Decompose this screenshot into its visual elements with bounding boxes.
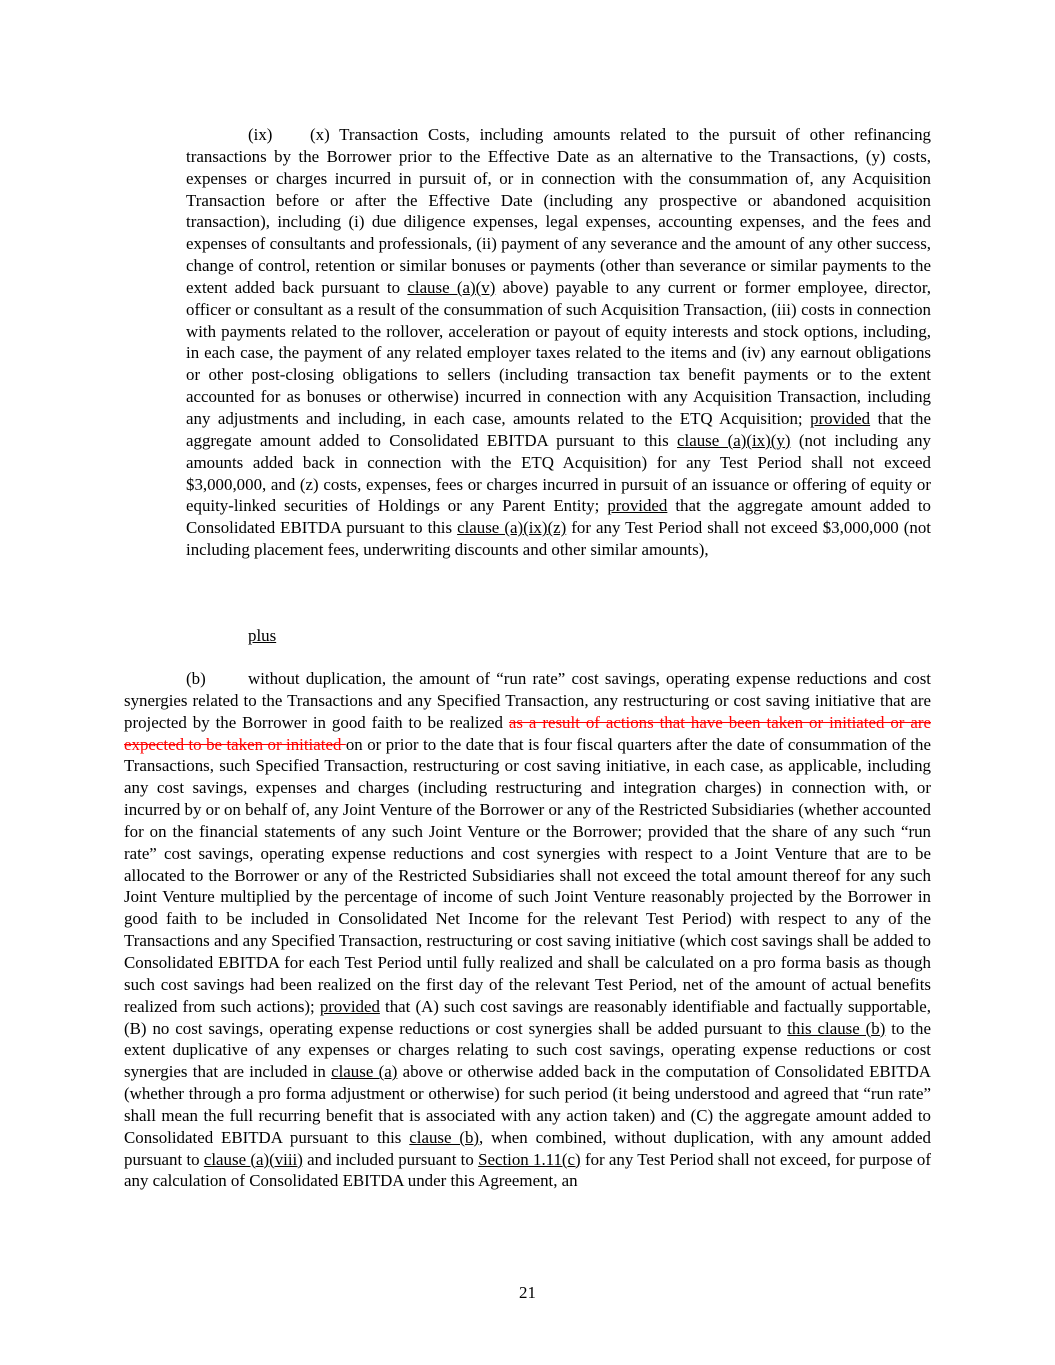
body-text: that the aggregate amount added to Consolidated EBITDA pursuant to this bbox=[186, 496, 931, 538]
cross-reference: clause (a)(viii) bbox=[203, 1149, 303, 1169]
page-number: 21 bbox=[519, 1283, 536, 1302]
cross-reference: provided bbox=[319, 996, 380, 1016]
plus-connector: plus bbox=[248, 626, 277, 645]
clause-ix-body bbox=[186, 125, 931, 559]
clause-ix-paragraph bbox=[186, 124, 931, 561]
body-text: that (A) such cost savings are reasonably identifiable and factually supportable, (B) no cost savings, operating expense reductions or cost synergies shall be added pursuant to bbox=[124, 996, 931, 1038]
body-text: to the extent duplicative of any expenses or charges relating to such cost savings, operating expense reductions or cost synergies that are included in bbox=[124, 1018, 932, 1082]
clause-b-body bbox=[124, 669, 931, 1190]
clause-ix-label: (ix) bbox=[248, 125, 273, 144]
body-text: (not including any amounts added back in connection with the ETQ Acquisition) for any Test Period shall not exceed $3,000,000, and (z) costs, expenses, fees or charges incurred in pursuit of an issuance or offering of equity or equity-linked securities of Holdings or any Parent Entity; bbox=[186, 430, 931, 516]
cross-reference: Section 1.11(c) bbox=[478, 1149, 581, 1169]
cross-reference: this clause (b) bbox=[787, 1018, 886, 1038]
body-text: (x) Transaction Costs, including amounts related to the pursuit of other refinancing transactions by the Borrower prior to the Effective Date as an alternative to the Transactions, (y) costs, expenses or charges incurred in pursuit of, or in connection with the consummation of, any Acquisition Transaction before or after the Effective Date (including any prospective or abandoned acquisition transaction), including (i) due diligence expenses, legal expenses, accounting expenses, and the fees and expenses of consultants and professionals, (ii) payment of any severance and the amount of any other success, change of control, retention or similar bonuses or payments (other than severance or similar payments to the extent added back pursuant to bbox=[186, 125, 931, 297]
body-text: , when combined, without duplication, with any amount added pursuant to bbox=[124, 1127, 931, 1169]
cross-reference: clause (b) bbox=[409, 1127, 480, 1147]
body-text: above) payable to any current or former employee, director, officer or consultant as a result of the consummation of such Acquisition Transaction, (iii) costs in connection with payments related to the rollover, acceleration or payout of equity interests and stock options, including, in each case, the payment of any related employer taxes related to the items and (iv) any earnout obligations or other post-closing obligations to sellers (including transaction tax benefit payments or to the extent accounted for as bonuses or otherwise) incurred in connection with any Acquisition Transaction, including any adjustments and including, in each case, amounts related to the ETQ Acquisition; bbox=[186, 277, 931, 428]
clause-b-paragraph bbox=[124, 668, 931, 1192]
body-text: and included pursuant to bbox=[302, 1149, 479, 1169]
body-text: above or otherwise added back in the computation of Consolidated EBITDA (whether through a pro forma adjustment or otherwise) for such period (it being understood and agreed that “run rate” shall mean the full recurring benefit that is associated with any action taken) and (C) the aggregate amount added to Consolidated EBITDA pursuant to this bbox=[124, 1062, 931, 1147]
body-text: on or prior to the date that is four fiscal quarters after the date of consummation of the Transactions, such Specified Transaction, restructuring or cost saving initiative, in each case, as applicable, including any cost savings, expenses and charges (including restructuring and integration charges) in connection with, or incurred by or on behalf of, any Joint Venture of the Borrower or any of the Restricted Subsidiaries (whether accounted for on the financial statements of any such Joint Venture or the Borrower; provided that the share of any such “run rate” cost savings, operating expense reductions and cost synergies with respect to a Joint Venture that are to be allocated to the Borrower or any of the Restricted Subsidiaries shall not exceed the total amount thereof for any such Joint Venture multiplied by the percentage of income of such Joint Venture reasonably projected by the Borrower in good faith to be included in Consolidated Net Income for the relevant Test Period) with respect to any of the Transactions and any Specified Transaction, restructuring or cost saving initiative (which cost savings shall be added to Consolidated EBITDA for each Test Period until fully realized and shall be calculated on a pro forma basis as though such cost savings had been realized on the first day of the relevant Test Period, net of the amount of actual benefits realized from such actions); bbox=[124, 734, 931, 1016]
cross-reference: clause (a) bbox=[331, 1062, 398, 1082]
body-text: for any Test Period shall not exceed $3,000,000 (not including placement fees, underwriting discounts and other similar amounts), bbox=[186, 518, 932, 560]
deleted-text: as a result of actions that have been taken or initiated or are expected to be taken or initiated bbox=[124, 712, 931, 754]
clause-b-label: (b) bbox=[186, 669, 206, 688]
body-text: that the aggregate amount added to Consolidated EBITDA pursuant to this bbox=[186, 408, 931, 450]
cross-reference: clause (a)(v) bbox=[407, 277, 496, 297]
cross-reference: provided bbox=[810, 408, 871, 428]
cross-reference: clause (a)(ix)(y) bbox=[677, 430, 791, 450]
body-text: for any Test Period shall not exceed, for purpose of any calculation of Consolidated EBITDA under this Agreement, an bbox=[124, 1149, 931, 1191]
cross-reference: clause (a)(ix)(z) bbox=[457, 518, 567, 538]
cross-reference: provided bbox=[607, 496, 668, 516]
body-text: without duplication, the amount of “run rate” cost savings, operating expense reductions and cost synergies related to the Transactions and any Specified Transaction, any restructuring or cost saving initiative that are projected by the Borrower in good faith to be realized bbox=[124, 669, 931, 732]
